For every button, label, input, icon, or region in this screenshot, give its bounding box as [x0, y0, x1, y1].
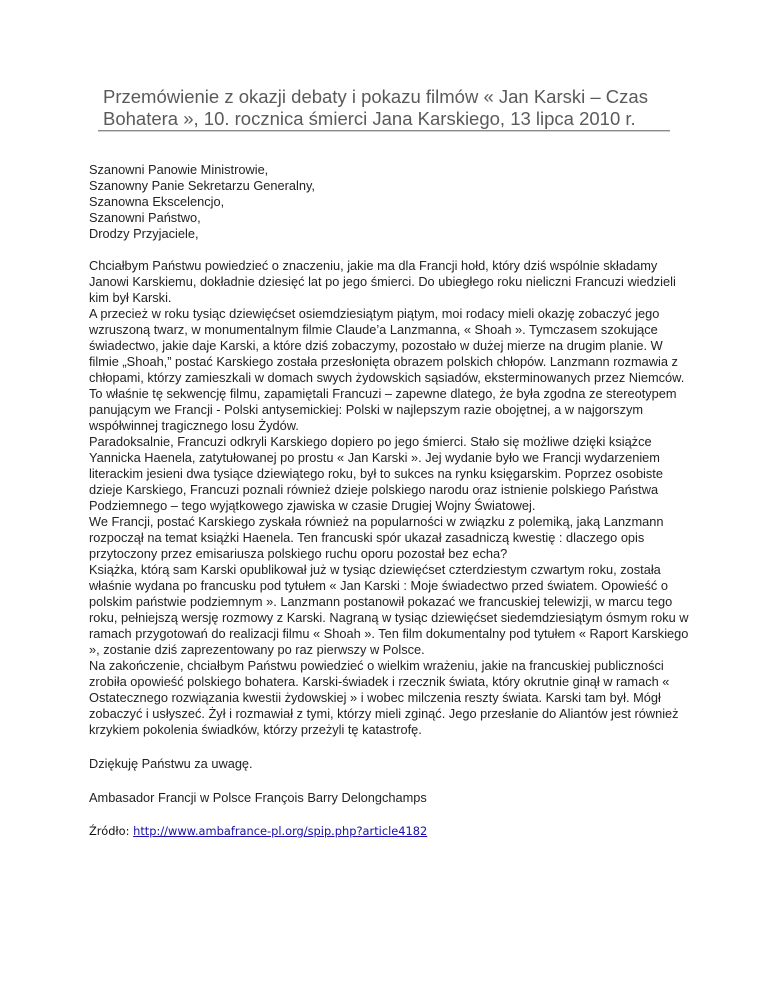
greeting-line: Szanowni Panowie Ministrowie, — [89, 162, 269, 177]
document-title: Przemówienie z okazji debaty i pokazu filmów « Jan Karski – Czas Bohatera », 10. rocznica śmierci Jana Karskiego, 13 lipca 2010 r. — [103, 86, 648, 129]
speech-paragraph: We Francji, postać Karskiego zyskała również na popularności w związku z polemiką, jaką Lanzmann rozpoczął na temat książki Haenela. Ten francuski spór ukazał zasadniczą kwestię : dlaczego opis przytoczony przez emisariusza polskiego ruchu oporu pozostał bez echa? — [89, 514, 664, 561]
signature: Ambasador Francji w Polsce François Barry Delongchamps — [89, 790, 427, 805]
speech-paragraph: Chciałbym Państwu powiedzieć o znaczeniu, jakie ma dla Francji hołd, który dziś wspólnie składamy Janowi Karskiemu, dokładnie dziesięć lat po jego śmierci. Do ubiegłego roku nieliczni Francuzi wiedzieli kim był Karski. — [89, 258, 676, 305]
speech-body — [89, 162, 689, 839]
speech-paragraph: Paradoksalnie, Francuzi odkryli Karskiego dopiero po jego śmierci. Stało się możliwe dzięki książce Yannicka Haenela, zatytułowanej po prostu « Jan Karski ». Jej wydanie było we Francji wydarzeniem literackim jesieni dwa tysiące dziewiątego roku, był to sukces na rynku księgarskim. Poprzez osobiste dzieje Karskiego, Francuzi poznali również dzieje polskiego narodu oraz istnienie polskiego Państwa Podziemnego – tego wyjątkowego zjawiska w czasie Drugiej Wojny Światowej. — [89, 434, 663, 513]
speech-paragraph: Książka, którą sam Karski opublikował już w tysiąc dziewięćset czterdziestym czwartym roku, została właśnie wydana po francusku pod tytułem « Jan Karski : Moje świadectwo przed światem. Opowieść o polskim państwie podziemnym ». Lanzmann postanowił pokazać we francuskiej telewizji, w marcu tego roku, pełniejszą wersję rozmowy z Karski. Nagraną w tysiąc dziewięćset siedemdziesiątym ósmym roku w ramach przygotowań do realizacji filmu « Shoah ». Ten film dokumentalny pod tytułem « Raport Karskiego », zostanie dziś zaprezentowany po raz pierwszy w Polsce. — [89, 562, 689, 657]
greeting-line: Szanowny Panie Sekretarzu Generalny, — [89, 178, 315, 193]
greeting-line: Szanowna Ekscelencjo, — [89, 194, 225, 209]
title-underline — [98, 130, 670, 132]
greeting-line: Drodzy Przyjaciele, — [89, 226, 199, 241]
source-link[interactable]: http://www.ambafrance-pl.org/spip.php?article4182 — [133, 824, 428, 838]
source-line — [89, 823, 689, 839]
greeting-line: Szanowni Państwo, — [89, 210, 201, 225]
speech-paragraph: A przecież w roku tysiąc dziewięćset osiemdziesiątym piątym, moi rodacy mieli okazję zobaczyć jego wzruszoną twarz, w monumentalnym filmie Claude’a Lanzmanna, « Shoah ». Tymczasem szokujące świadectwo, jakie daje Karski, a które dziś zobaczymy, pozostało w dużej mierze na drugim planie. W filmie „Shoah,” postać Karskiego została przesłonięta obrazem polskich chłopów. Lanzmann rozmawia z chłopami, którzy zamieszkali w domach swych żydowskich sąsiadów, eksterminowanych przez Niemców. To właśnie tę sekwencję filmu, zapamiętali Francuzi – zapewne dlatego, że była zgodna ze stereotypem panującym we Francji - Polski antysemickiej: Polski w najlepszym razie obojętnej, a w najgorszym współwinnej tragicznego losu Żydów. — [89, 306, 685, 433]
closing-thanks: Dziękuję Państwu za uwagę. — [89, 756, 253, 771]
speech-paragraph: Na zakończenie, chciałbym Państwu powiedzieć o wielkim wrażeniu, jakie na francuskiej publiczności zrobiła opowieść polskiego bohatera. Karski-świadek i rzecznik świata, który okrutnie ginął w ramach « Ostatecznego rozwiązania kwestii żydowskiej » i wobec milczenia reszty świata. Karski tam był. Mógł zobaczyć i usłyszeć. Żył i rozmawiał z tymi, którzy mieli zginąć. Jego przesłanie do Aliantów jest również krzykiem pokolenia świadków, którzy przeżyli tę katastrofę. — [89, 658, 679, 737]
greetings-block — [89, 162, 689, 242]
source-label: Źródło: — [89, 824, 130, 838]
